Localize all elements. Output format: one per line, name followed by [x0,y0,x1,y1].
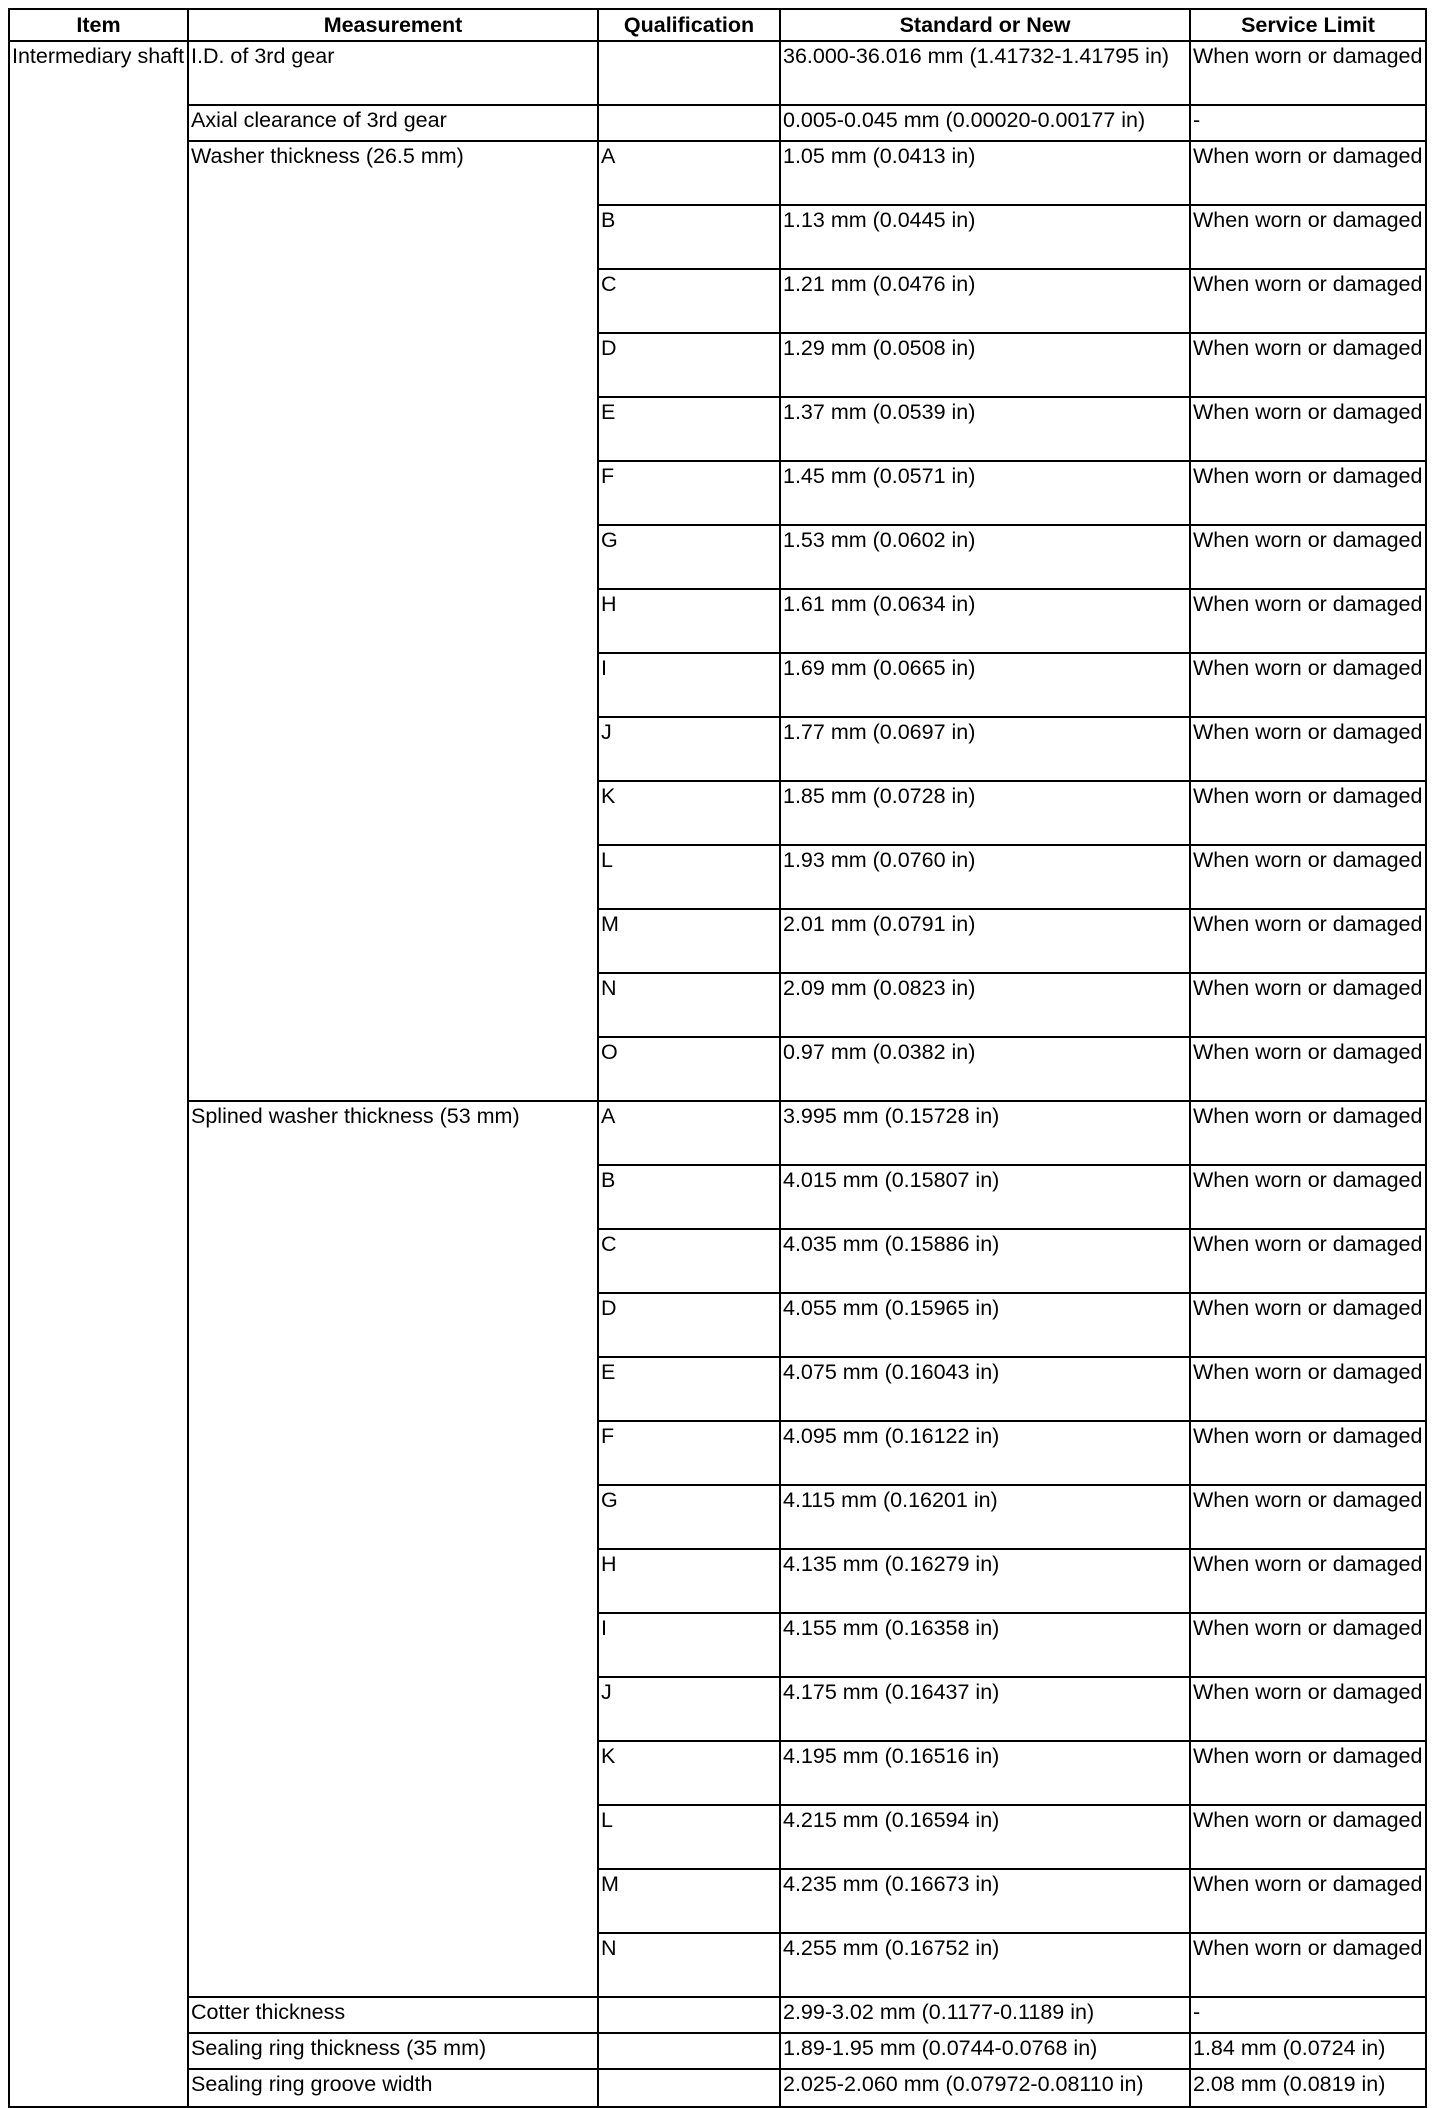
qualification-cell: I [598,653,780,717]
service-limit-cell: When worn or damaged [1190,909,1426,973]
standard-cell: 4.235 mm (0.16673 in) [780,1869,1190,1933]
standard-cell: 2.09 mm (0.0823 in) [780,973,1190,1037]
table-body [9,41,1426,2107]
service-limit-cell: When worn or damaged [1190,653,1426,717]
service-limit-cell: When worn or damaged [1190,1805,1426,1869]
qualification-cell: G [598,1485,780,1549]
standard-cell: 0.005-0.045 mm (0.00020-0.00177 in) [780,105,1190,141]
qualification-cell: K [598,1741,780,1805]
standard-cell: 4.115 mm (0.16201 in) [780,1485,1190,1549]
header-measurement: Measurement [188,9,598,41]
service-limit-cell: When worn or damaged [1190,1933,1426,1997]
service-limit-cell: When worn or damaged [1190,589,1426,653]
qualification-cell: J [598,1677,780,1741]
standard-cell: 4.015 mm (0.15807 in) [780,1165,1190,1229]
standard-cell: 1.29 mm (0.0508 in) [780,333,1190,397]
service-limit-cell: When worn or damaged [1190,1741,1426,1805]
standard-cell: 4.175 mm (0.16437 in) [780,1677,1190,1741]
standard-cell: 36.000-36.016 mm (1.41732-1.41795 in) [780,41,1190,105]
qualification-cell: C [598,1229,780,1293]
qualification-cell [598,105,780,141]
service-limit-cell: When worn or damaged [1190,1869,1426,1933]
service-limit-cell: When worn or damaged [1190,1549,1426,1613]
table-row [9,41,1426,105]
standard-cell: 4.195 mm (0.16516 in) [780,1741,1190,1805]
table-row [9,1997,1426,2033]
service-limit-cell: When worn or damaged [1190,781,1426,845]
measurement-cell: Sealing ring thickness (35 mm) [188,2033,598,2069]
service-limit-cell: 1.84 mm (0.0724 in) [1190,2033,1426,2069]
item-cell: Intermediary shaft [9,41,188,2107]
service-limit-cell: When worn or damaged [1190,845,1426,909]
service-limit-cell: - [1190,105,1426,141]
service-limit-cell: When worn or damaged [1190,41,1426,105]
service-limit-cell: When worn or damaged [1190,333,1426,397]
table-header [9,9,1426,41]
service-limit-cell: When worn or damaged [1190,461,1426,525]
service-limit-cell: When worn or damaged [1190,525,1426,589]
header-row [9,9,1426,41]
qualification-cell: K [598,781,780,845]
qualification-cell: M [598,1869,780,1933]
table-row [9,2069,1426,2107]
standard-cell: 4.215 mm (0.16594 in) [780,1805,1190,1869]
standard-cell: 1.53 mm (0.0602 in) [780,525,1190,589]
service-limit-cell: When worn or damaged [1190,1037,1426,1101]
qualification-cell [598,41,780,105]
measurement-cell: Sealing ring groove width [188,2069,598,2107]
standard-cell: 1.05 mm (0.0413 in) [780,141,1190,205]
standard-cell: 1.69 mm (0.0665 in) [780,653,1190,717]
service-limit-cell: When worn or damaged [1190,205,1426,269]
table-row [9,141,1426,205]
service-limit-cell: When worn or damaged [1190,717,1426,781]
standard-cell: 0.97 mm (0.0382 in) [780,1037,1190,1101]
service-limit-cell: When worn or damaged [1190,1293,1426,1357]
qualification-cell: L [598,1805,780,1869]
standard-cell: 1.37 mm (0.0539 in) [780,397,1190,461]
qualification-cell: N [598,973,780,1037]
service-limit-cell: When worn or damaged [1190,1485,1426,1549]
qualification-cell: O [598,1037,780,1101]
standard-cell: 4.135 mm (0.16279 in) [780,1549,1190,1613]
qualification-cell: E [598,397,780,461]
standard-cell: 1.61 mm (0.0634 in) [780,589,1190,653]
qualification-cell: A [598,1101,780,1165]
service-limit-cell: When worn or damaged [1190,1165,1426,1229]
standard-cell: 1.45 mm (0.0571 in) [780,461,1190,525]
qualification-cell: F [598,461,780,525]
standard-cell: 1.21 mm (0.0476 in) [780,269,1190,333]
header-qualification: Qualification [598,9,780,41]
standard-cell: 4.095 mm (0.16122 in) [780,1421,1190,1485]
qualification-cell: L [598,845,780,909]
measurement-cell: Washer thickness (26.5 mm) [188,141,598,1101]
service-limit-cell: When worn or damaged [1190,1357,1426,1421]
measurement-cell: I.D. of 3rd gear [188,41,598,105]
standard-cell: 4.075 mm (0.16043 in) [780,1357,1190,1421]
standard-cell: 4.035 mm (0.15886 in) [780,1229,1190,1293]
measurement-cell: Cotter thickness [188,1997,598,2033]
service-limit-cell: When worn or damaged [1190,397,1426,461]
measurement-cell: Splined washer thickness (53 mm) [188,1101,598,1997]
table-row [9,105,1426,141]
qualification-cell: C [598,269,780,333]
standard-cell: 1.13 mm (0.0445 in) [780,205,1190,269]
header-standard: Standard or New [780,9,1190,41]
measurement-cell: Axial clearance of 3rd gear [188,105,598,141]
qualification-cell: D [598,333,780,397]
qualification-cell: N [598,1933,780,1997]
qualification-cell: F [598,1421,780,1485]
service-limit-cell: When worn or damaged [1190,1229,1426,1293]
service-limit-cell: - [1190,1997,1426,2033]
service-limit-cell: When worn or damaged [1190,141,1426,205]
header-service-limit: Service Limit [1190,9,1426,41]
service-limit-cell: 2.08 mm (0.0819 in) [1190,2069,1426,2107]
qualification-cell [598,2033,780,2069]
qualification-cell: B [598,205,780,269]
table-row [9,2033,1426,2069]
qualification-cell: E [598,1357,780,1421]
header-item: Item [9,9,188,41]
table-row [9,1101,1426,1165]
service-limit-cell: When worn or damaged [1190,1101,1426,1165]
qualification-cell [598,1997,780,2033]
service-limit-cell: When worn or damaged [1190,1677,1426,1741]
spec-table [8,8,1427,2108]
service-limit-cell: When worn or damaged [1190,1421,1426,1485]
standard-cell: 2.01 mm (0.0791 in) [780,909,1190,973]
qualification-cell: H [598,589,780,653]
standard-cell: 4.155 mm (0.16358 in) [780,1613,1190,1677]
qualification-cell: D [598,1293,780,1357]
qualification-cell: A [598,141,780,205]
standard-cell: 2.025-2.060 mm (0.07972-0.08110 in) [780,2069,1190,2107]
qualification-cell: I [598,1613,780,1677]
qualification-cell: G [598,525,780,589]
qualification-cell: B [598,1165,780,1229]
standard-cell: 2.99-3.02 mm (0.1177-0.1189 in) [780,1997,1190,2033]
service-limit-cell: When worn or damaged [1190,973,1426,1037]
qualification-cell: H [598,1549,780,1613]
qualification-cell: M [598,909,780,973]
standard-cell: 1.77 mm (0.0697 in) [780,717,1190,781]
standard-cell: 4.255 mm (0.16752 in) [780,1933,1190,1997]
qualification-cell: J [598,717,780,781]
standard-cell: 1.85 mm (0.0728 in) [780,781,1190,845]
standard-cell: 3.995 mm (0.15728 in) [780,1101,1190,1165]
qualification-cell [598,2069,780,2107]
standard-cell: 1.89-1.95 mm (0.0744-0.0768 in) [780,2033,1190,2069]
standard-cell: 1.93 mm (0.0760 in) [780,845,1190,909]
standard-cell: 4.055 mm (0.15965 in) [780,1293,1190,1357]
service-limit-cell: When worn or damaged [1190,269,1426,333]
service-limit-cell: When worn or damaged [1190,1613,1426,1677]
